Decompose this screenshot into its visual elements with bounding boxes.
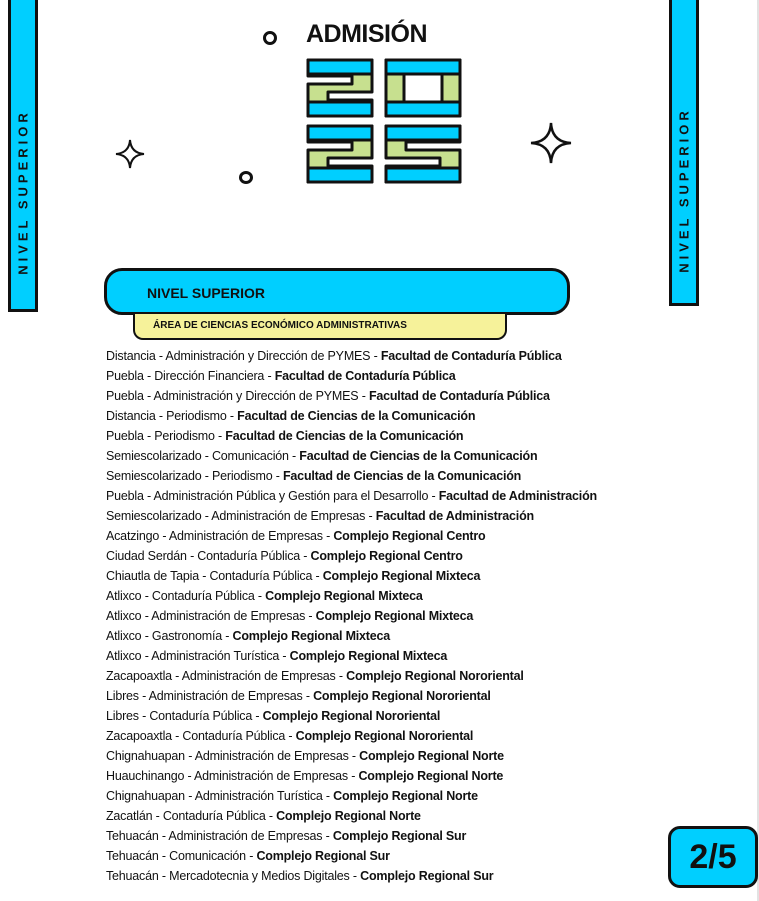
area-title: ÁREA DE CIENCIAS ECONÓMICO ADMINISTRATIVAS <box>153 320 407 331</box>
admission-title: ADMISIÓN <box>306 20 427 48</box>
list-item: Atlixco - Administración Turística - Complejo Regional Mixteca <box>106 649 448 663</box>
list-item: Distancia - Periodismo - Facultad de Ciencias de la Comunicación <box>106 409 476 423</box>
list-item: Atlixco - Administración de Empresas - Complejo Regional Mixteca <box>106 609 474 623</box>
side-tab-left <box>8 0 38 312</box>
list-item: Ciudad Serdán - Contaduría Pública - Complejo Regional Centro <box>106 549 463 563</box>
list-item: Chignahuapan - Administración Turística - Complejo Regional Norte <box>106 789 478 803</box>
side-tab-right-label: NIVEL SUPERIOR <box>676 107 692 273</box>
list-item: Atlixco - Gastronomía - Complejo Regional Mixteca <box>106 629 391 643</box>
list-item: Tehuacán - Administración de Empresas - Complejo Regional Sur <box>106 829 467 843</box>
list-item: Semiescolarizado - Administración de Empresas - Facultad de Administración <box>106 509 534 523</box>
list-item: Chignahuapan - Administración de Empresas - Complejo Regional Norte <box>106 749 504 763</box>
list-item: Libres - Administración de Empresas - Complejo Regional Nororiental <box>106 689 491 703</box>
side-tab-left-label: NIVEL SUPERIOR <box>15 109 31 275</box>
list-item: Atlixco - Contaduría Pública - Complejo Regional Mixteca <box>106 589 423 603</box>
sparkle-left-icon <box>115 139 145 169</box>
ring-decoration-bottom <box>239 171 253 184</box>
section-header <box>104 268 570 315</box>
list-item: Puebla - Periodismo - Facultad de Ciencias de la Comunicación <box>106 429 464 443</box>
list-item: Libres - Contaduría Pública - Complejo Regional Nororiental <box>106 709 441 723</box>
list-item: Puebla - Dirección Financiera - Facultad de Contaduría Pública <box>106 369 456 383</box>
section-title: NIVEL SUPERIOR <box>147 285 265 301</box>
list-item: Tehuacán - Mercadotecnia y Medios Digitales - Complejo Regional Sur <box>106 869 494 883</box>
list-item: Puebla - Administración y Dirección de PYMES - Facultad de Contaduría Pública <box>106 389 550 403</box>
list-item: Zacatlán - Contaduría Pública - Complejo Regional Norte <box>106 809 421 823</box>
list-item: Semiescolarizado - Periodismo - Facultad de Ciencias de la Comunicación <box>106 469 522 483</box>
page-number-badge: 2/5 <box>668 826 758 888</box>
list-item: Tehuacán - Comunicación - Complejo Regional Sur <box>106 849 390 863</box>
ring-decoration-top <box>263 31 277 45</box>
program-list <box>106 346 597 886</box>
year-2025-logo <box>304 56 464 188</box>
list-item: Puebla - Administración Pública y Gestión para el Desarrollo - Facultad de Administración <box>106 489 597 503</box>
list-item: Zacapoaxtla - Contaduría Pública - Complejo Regional Nororiental <box>106 729 474 743</box>
side-tab-right <box>669 0 699 306</box>
list-item: Chiautla de Tapia - Contaduría Pública - Complejo Regional Mixteca <box>106 569 481 583</box>
sparkle-right-icon <box>529 121 573 165</box>
area-subheader <box>133 314 507 340</box>
list-item: Acatzingo - Administración de Empresas - Complejo Regional Centro <box>106 529 486 543</box>
list-item: Zacapoaxtla - Administración de Empresas - Complejo Regional Nororiental <box>106 669 524 683</box>
list-item: Semiescolarizado - Comunicación - Facultad de Ciencias de la Comunicación <box>106 449 538 463</box>
list-item: Distancia - Administración y Dirección de PYMES - Facultad de Contaduría Pública <box>106 349 562 363</box>
list-item: Huauchinango - Administración de Empresas - Complejo Regional Norte <box>106 769 504 783</box>
